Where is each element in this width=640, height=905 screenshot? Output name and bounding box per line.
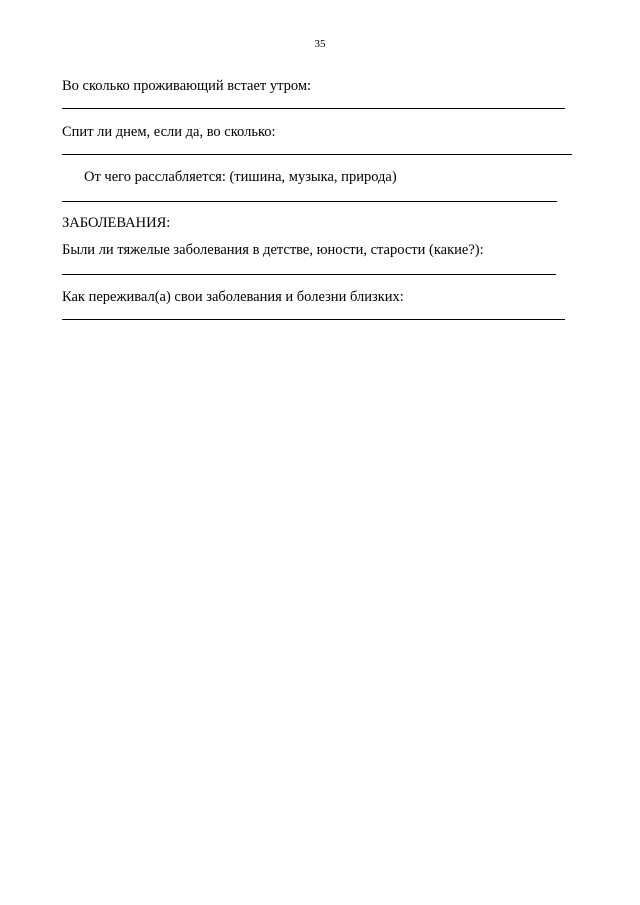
- question-day-sleep: Спит ли днем, если да, во сколько:: [62, 124, 276, 140]
- answer-line-severe-illnesses: [62, 274, 556, 275]
- page-number: 35: [314, 38, 326, 50]
- section-heading-illnesses: ЗАБОЛЕВАНИЯ:: [62, 215, 171, 231]
- question-coping-illnesses: Как переживал(а) свои заболевания и болезни близких:: [62, 289, 404, 305]
- question-wake-time: Во сколько проживающий встает утром:: [62, 78, 312, 94]
- answer-line-day-sleep: [62, 154, 572, 155]
- answer-line-coping-illnesses: [62, 319, 565, 320]
- answer-line-relaxation: [62, 201, 557, 202]
- answer-line-wake-time: [62, 108, 565, 109]
- question-severe-illnesses: Были ли тяжелые заболевания в детстве, юности, старости (какие?):: [62, 242, 484, 258]
- question-relaxation: От чего расслабляется: (тишина, музыка, природа): [84, 169, 397, 185]
